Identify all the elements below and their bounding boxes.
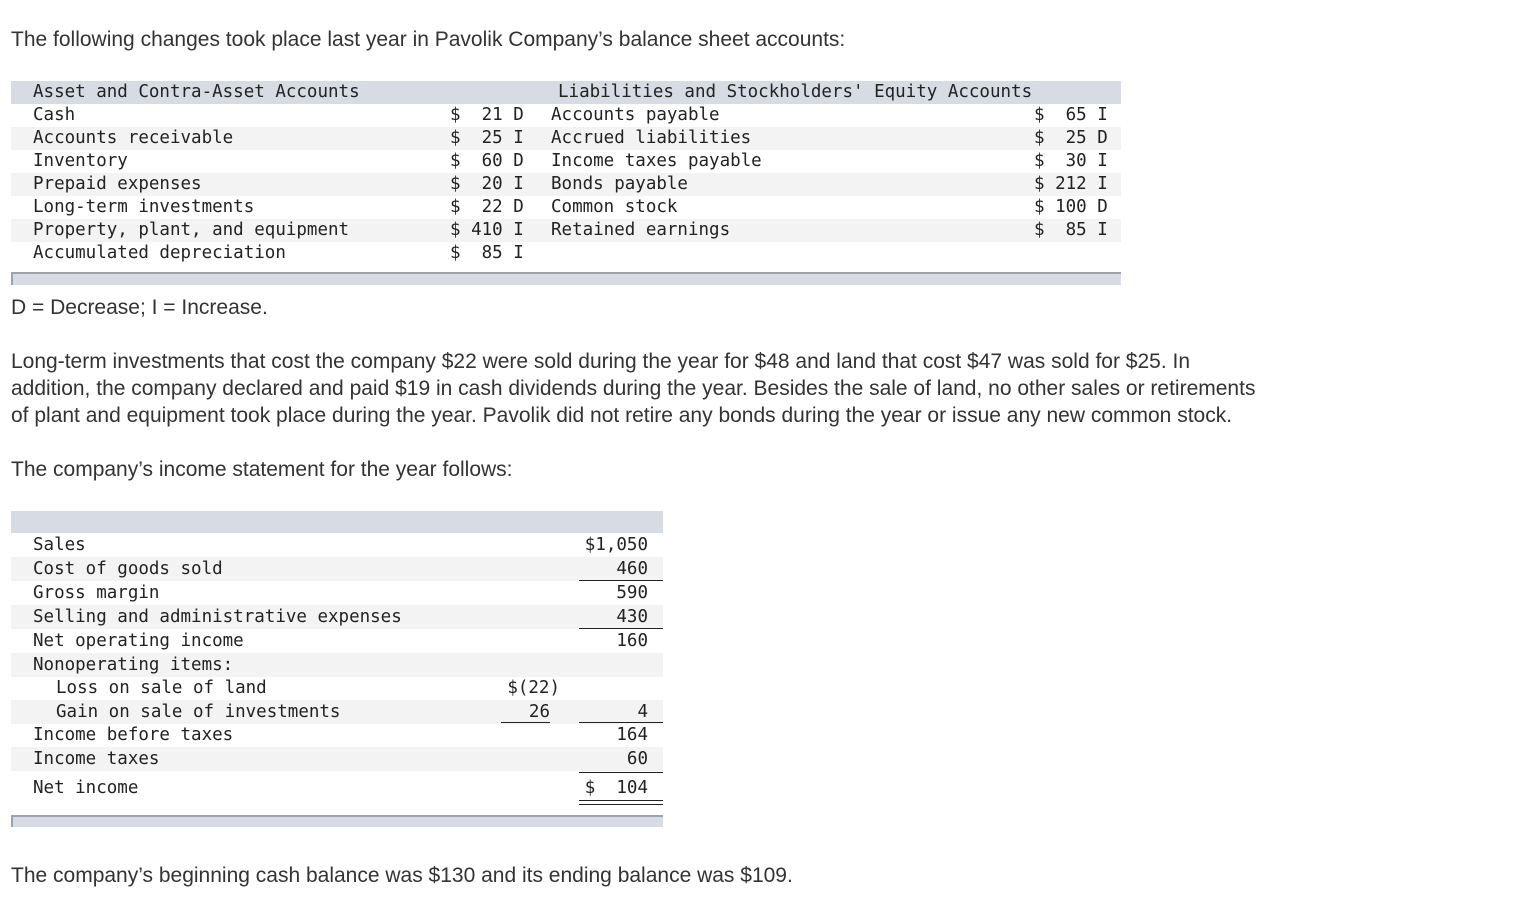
income-total: $ 104 [584, 778, 648, 798]
income-total: 164 [616, 725, 648, 745]
liabilities-column-header: Liabilities and Stockholders' Equity Accounts [558, 82, 1033, 102]
table-row [11, 127, 1121, 150]
asset-amount: $ 21 D [450, 105, 524, 125]
table-row [11, 581, 663, 605]
asset-amount: $ 20 I [450, 174, 524, 194]
table-row [11, 653, 663, 677]
income-label: Income before taxes [33, 725, 234, 745]
table-row [11, 605, 663, 629]
income-intro-text: The company’s income statement for the year follows: [11, 458, 513, 481]
table-row [11, 219, 1121, 242]
table-row [11, 700, 663, 724]
income-total: 590 [616, 583, 648, 603]
asset-label: Cash [33, 105, 76, 125]
table-footer-bar [11, 272, 1121, 285]
asset-label: Accounts receivable [33, 128, 234, 148]
income-label: Sales [33, 535, 86, 555]
income-label: Gain on sale of investments [56, 702, 341, 722]
income-total: 4 [637, 702, 648, 722]
liability-amount: $ 85 I [1034, 220, 1108, 240]
liability-label: Retained earnings [551, 220, 731, 240]
table-row [11, 629, 663, 653]
table-row [11, 150, 1121, 173]
income-label: Selling and administrative expenses [33, 607, 402, 627]
liability-label: Accrued liabilities [551, 128, 752, 148]
income-total: 60 [626, 749, 648, 769]
income-label: Income taxes [33, 749, 160, 769]
income-label: Loss on sale of land [56, 678, 267, 698]
liability-label: Accounts payable [551, 105, 720, 125]
underline [579, 772, 663, 773]
liability-amount: $ 212 I [1034, 174, 1108, 194]
legend-text: D = Decrease; I = Increase. [11, 296, 268, 319]
liability-label: Common stock [551, 197, 678, 217]
income-label: Cost of goods sold [33, 559, 223, 579]
closing-text: The company’s beginning cash balance was $130 and its ending balance was $109. [11, 864, 793, 887]
table-header-row [11, 81, 1121, 104]
paragraph-line-1: Long-term investments that cost the company $22 were sold during the year for $48 and land that cost $47 was sold for $25. In [11, 350, 1191, 373]
income-total: 430 [616, 607, 648, 627]
asset-label: Property, plant, and equipment [33, 220, 350, 240]
liability-amount: $ 30 I [1034, 151, 1108, 171]
balance-sheet-changes-table [11, 81, 1121, 285]
table-row [11, 104, 1121, 127]
table-row [11, 557, 663, 581]
income-label: Net income [33, 778, 139, 798]
asset-amount: $ 410 I [450, 220, 524, 240]
asset-column-header: Asset and Contra-Asset Accounts [33, 82, 360, 102]
income-total: $1,050 [584, 535, 648, 555]
intro-text: The following changes took place last year in Pavolik Company’s balance sheet accounts: [11, 28, 846, 51]
table-footer-edge [11, 815, 13, 827]
table-row [11, 747, 663, 771]
asset-label: Inventory [33, 151, 128, 171]
income-label: Gross margin [33, 583, 160, 603]
income-total: 460 [616, 559, 648, 579]
liability-amount: $ 25 D [1034, 128, 1108, 148]
table-row [11, 723, 663, 747]
liability-label: Income taxes payable [551, 151, 762, 171]
table-row [11, 242, 1121, 265]
income-label: Nonoperating items: [33, 655, 234, 675]
table-row [11, 533, 663, 557]
table-row [11, 196, 1121, 219]
liability-label: Bonds payable [551, 174, 688, 194]
income-statement-table [11, 511, 663, 827]
paragraph-line-3: of plant and equipment took place during the year. Pavolik did not retire any bonds during the year or issue any new common stock. [11, 404, 1233, 427]
table-row [11, 776, 663, 800]
asset-amount: $ 22 D [450, 197, 524, 217]
asset-label: Accumulated depreciation [33, 243, 286, 263]
paragraph-line-2: addition, the company declared and paid $19 in cash dividends during the year. Besides the sale of land, no other sales or retirements [11, 377, 1256, 400]
table-row [11, 676, 663, 700]
asset-amount: $ 25 I [450, 128, 524, 148]
income-total: 160 [616, 631, 648, 651]
income-subtotal: 26 [528, 702, 550, 722]
liability-amount: $ 65 I [1034, 105, 1108, 125]
asset-label: Long-term investments [33, 197, 255, 217]
table-header-row [11, 511, 663, 533]
income-subtotal: $(22) [507, 678, 560, 698]
asset-amount: $ 85 I [450, 243, 524, 263]
table-row [11, 173, 1121, 196]
liability-amount: $ 100 D [1034, 197, 1108, 217]
asset-label: Prepaid expenses [33, 174, 202, 194]
table-footer-edge [11, 272, 13, 285]
double-underline [579, 800, 663, 805]
asset-amount: $ 60 D [450, 151, 524, 171]
table-footer-bar [11, 815, 663, 827]
income-label: Net operating income [33, 631, 244, 651]
